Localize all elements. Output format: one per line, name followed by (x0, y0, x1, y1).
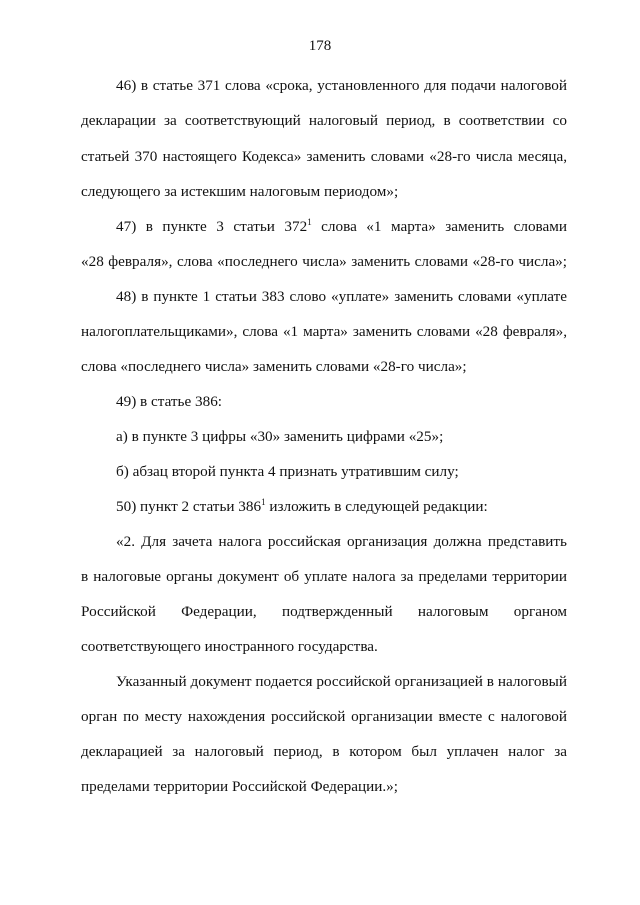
text-line-46a: 46) в статье 371 слова «срока, установленного для подачи налоговой (116, 77, 567, 94)
text-line-49: 49) в статье 386: (116, 393, 223, 410)
text-line-q1a: «2. Для зачета налога российская организация должна представить (116, 533, 567, 550)
text-line-47a (116, 217, 567, 237)
text-line-q1c: Российской Федерации, подтвержденный налоговым органом (81, 603, 567, 620)
text-47a-pre: 47) в пункте 3 статьи 372 (116, 218, 308, 235)
text-50-post: изложить в следующей редакции: (265, 498, 488, 515)
superscript-50: 1 (261, 496, 266, 507)
text-line-46c: статьей 370 настоящего Кодекса» заменить словами «28-го числа месяца, (81, 148, 567, 165)
text-line-48c: слова «последнего числа» заменить словами «28-го числа»; (81, 358, 467, 375)
text-50-pre: 50) пункт 2 статьи 386 (116, 498, 262, 515)
text-line-48a: 48) в пункте 1 статьи 383 слово «уплате» заменить словами «уплате (116, 288, 567, 305)
text-line-46d: следующего за истекшим налоговым периодом»; (81, 183, 399, 200)
text-47a-post: слова «1 марта» заменить словами (311, 218, 567, 235)
page-number: 178 (308, 38, 332, 54)
text-line-49b: б) абзац второй пункта 4 признать утратившим силу; (116, 463, 459, 480)
text-line-48b: налогоплательщиками», слова «1 марта» заменить словами «28 февраля», (81, 323, 567, 340)
text-line-q2a: Указанный документ подается российской организацией в налоговый (116, 673, 567, 690)
text-line-50 (116, 497, 567, 517)
text-line-q2d: пределами территории Российской Федерации.»; (81, 778, 398, 795)
text-line-49a: а) в пункте 3 цифры «30» заменить цифрами «25»; (116, 428, 444, 445)
text-line-q1d: соответствующего иностранного государства. (81, 638, 378, 655)
text-line-47b: «28 февраля», слова «последнего числа» заменить словами «28-го числа»; (81, 253, 567, 270)
text-line-46b: декларации за соответствующий налоговый период, в соответствии со (81, 112, 567, 129)
text-line-q2c: декларацией за налоговый период, в котором был уплачен налог за (81, 743, 567, 760)
text-line-q2b: орган по месту нахождения российской организации вместе с налоговой (81, 708, 567, 725)
text-line-q1b: в налоговые органы документ об уплате налога за пределами территории (81, 568, 567, 585)
superscript-47a: 1 (307, 216, 312, 227)
